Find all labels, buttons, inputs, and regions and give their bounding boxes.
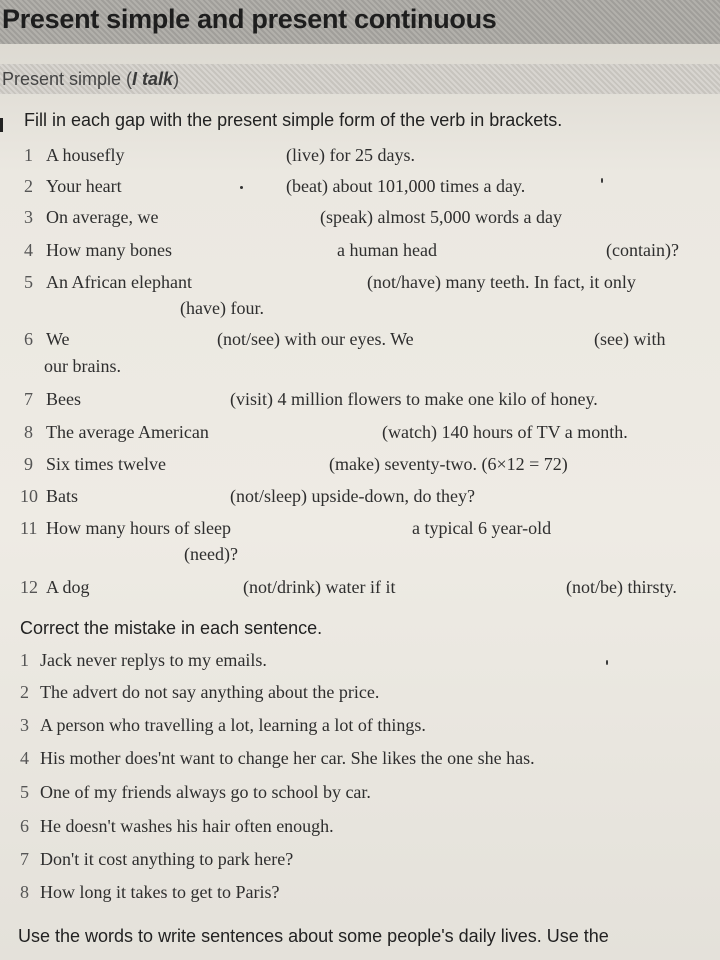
item-number: 5	[20, 782, 29, 802]
ink-speck	[606, 660, 608, 665]
item-text: (visit) 4 million flowers to make one kilo of honey.	[230, 389, 598, 409]
item-number: 4	[20, 748, 29, 768]
item-text: (not/sleep) upside-down, do they?	[230, 486, 475, 506]
page-title: Present simple and present continuous	[2, 4, 497, 34]
item-text: A housefly	[46, 145, 125, 165]
item-number: 4	[24, 240, 33, 260]
item-text: (not/see) with our eyes. We	[217, 329, 414, 349]
item-number: 6	[20, 816, 29, 836]
item-text: The advert do not say anything about the price.	[40, 682, 380, 702]
exercise3-instruction: Use the words to write sentences about some people's daily lives. Use the	[18, 926, 609, 946]
item-text: His mother does'nt want to change her car. She likes the one she has.	[40, 748, 535, 768]
item-text: A person who travelling a lot, learning a lot of things.	[40, 715, 426, 735]
exercise1-instruction: Fill in each gap with the present simple form of the verb in brackets.	[24, 110, 563, 130]
item-number: 10	[20, 486, 38, 506]
item-text: Bats	[46, 486, 79, 506]
item-number: 11	[20, 518, 38, 538]
item-text: How long it takes to get to Paris?	[40, 882, 280, 902]
item-text: Six times twelve	[46, 454, 166, 474]
item-text: Jack never replys to my emails.	[40, 650, 267, 670]
item-text: (make) seventy-two. (6×12 = 72)	[329, 454, 568, 474]
item-number: 9	[24, 454, 33, 474]
item-number: 5	[24, 272, 33, 292]
exercise-marker	[0, 118, 3, 132]
item-text: He doesn't washes his hair often enough.	[40, 816, 334, 836]
item-text: (not/have) many teeth. In fact, it only	[367, 272, 636, 292]
item-text: On average, we	[46, 207, 159, 227]
section-title	[2, 69, 179, 90]
item-text: One of my friends always go to school by car.	[40, 782, 371, 802]
item-number: 3	[24, 207, 33, 227]
section-title-example: I talk	[132, 69, 174, 89]
item-number: 12	[20, 577, 38, 597]
item-number: 7	[24, 389, 33, 409]
section-title-prefix: Present simple (	[2, 69, 133, 89]
section-title-suffix: )	[173, 69, 180, 89]
ink-speck	[601, 178, 603, 183]
item-text: Your heart	[46, 176, 122, 196]
item-text: a typical 6 year-old	[412, 518, 552, 538]
item-text: Bees	[46, 389, 81, 409]
item-number: 1	[20, 650, 29, 670]
item-text: The average American	[46, 422, 209, 442]
item-number: 3	[20, 715, 29, 735]
item-text: We	[46, 329, 70, 349]
item-text: (watch) 140 hours of TV a month.	[382, 422, 628, 442]
item-text: How many bones	[46, 240, 172, 260]
item-text: (need)?	[184, 544, 238, 564]
item-text: An African elephant	[46, 272, 192, 292]
item-text: (live) for 25 days.	[286, 145, 415, 165]
item-text: How many hours of sleep	[46, 518, 231, 538]
item-text: Don't it cost anything to park here?	[40, 849, 294, 869]
item-number: 1	[24, 145, 33, 165]
item-number: 2	[24, 176, 33, 196]
item-text: (beat) about 101,000 times a day.	[286, 176, 526, 196]
item-text: (contain)?	[606, 240, 679, 260]
item-text: (speak) almost 5,000 words a day	[320, 207, 562, 227]
item-number: 2	[20, 682, 29, 702]
item-number: 6	[24, 329, 33, 349]
ink-speck	[240, 186, 243, 189]
item-text: (not/be) thirsty.	[566, 577, 677, 597]
item-number: 8	[20, 882, 29, 902]
item-number: 8	[24, 422, 33, 442]
item-text: a human head	[337, 240, 437, 260]
item-text: (have) four.	[180, 298, 264, 318]
item-text: (see) with	[594, 329, 666, 349]
item-number: 7	[20, 849, 29, 869]
item-text: (not/drink) water if it	[243, 577, 396, 597]
exercise2-instruction: Correct the mistake in each sentence.	[20, 618, 323, 638]
item-text: our brains.	[44, 356, 121, 376]
item-text: A dog	[46, 577, 90, 597]
